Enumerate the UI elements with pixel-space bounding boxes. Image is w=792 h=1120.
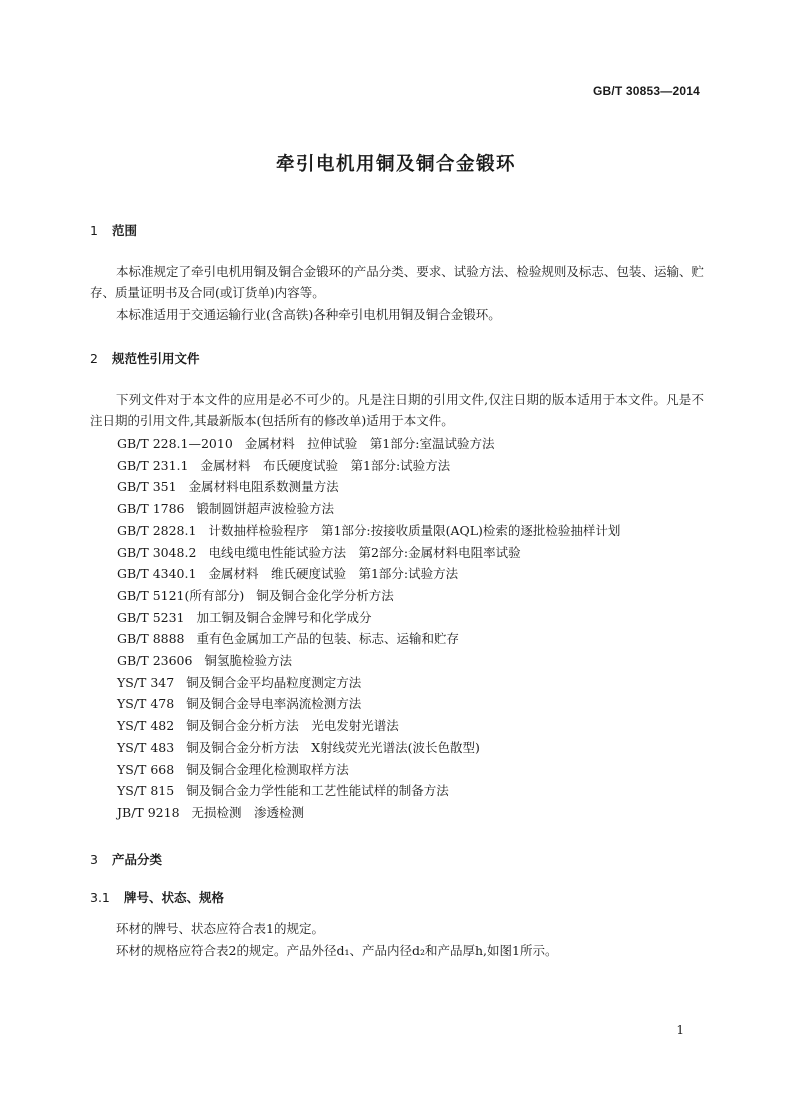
reference-code: GB/T 5231 <box>117 609 185 625</box>
section-1-heading <box>90 221 137 239</box>
reference-title: 铜及铜合金分析方法 X射线荧光光谱法(波长色散型) <box>186 739 480 755</box>
reference-title: 电线电缆电性能试验方法 第2部分:金属材料电阻率试验 <box>208 544 521 560</box>
reference-item <box>117 780 620 802</box>
subsection-3-1-heading <box>90 888 224 906</box>
reference-code: YS/T 478 <box>117 696 175 712</box>
reference-item <box>117 607 620 629</box>
reference-title: 金属材料 维氏硬度试验 第1部分:试验方法 <box>208 566 459 582</box>
reference-title: 铜及铜合金化学分析方法 <box>256 587 394 603</box>
reference-title: 金属材料 布氏硬度试验 第1部分:试验方法 <box>200 457 451 473</box>
reference-code: JB/T 9218 <box>117 804 180 820</box>
reference-title: 金属材料 拉伸试验 第1部分:室温试验方法 <box>244 436 495 451</box>
section-number: 1 <box>90 223 98 238</box>
reference-title: 铜及铜合金分析方法 光电发射光谱法 <box>186 718 399 734</box>
reference-code: GB/T 1786 <box>117 501 185 517</box>
reference-code: YS/T 483 <box>117 739 175 755</box>
reference-code: GB/T 23606 <box>117 653 193 669</box>
section-title: 产品分类 <box>112 852 163 867</box>
section-number: 3 <box>90 852 98 867</box>
reference-item <box>117 498 620 520</box>
reference-item <box>117 563 620 585</box>
section-2-heading <box>90 349 200 367</box>
section-3-heading <box>90 850 162 868</box>
standard-code: GB/T 30853—2014 <box>592 84 700 98</box>
reference-item <box>117 802 620 824</box>
reference-item <box>117 433 620 455</box>
reference-code: GB/T 3048.2 <box>117 544 197 560</box>
classification-paragraph-2: 环材的规格应符合表2的规定。产品外径d₁、产品内径d₂和产品厚h,如图1所示。 <box>116 943 558 958</box>
subsection-title: 牌号、状态、规格 <box>124 890 225 905</box>
reference-item <box>117 759 620 781</box>
reference-item <box>117 693 620 715</box>
reference-title: 铜及铜合金理化检测取样方法 <box>186 761 349 777</box>
subsection-number: 3.1 <box>90 890 110 905</box>
reference-item <box>117 672 620 694</box>
reference-code: GB/T 8888 <box>117 631 185 647</box>
reference-title: 无损检测 渗透检测 <box>191 804 305 820</box>
reference-code: YS/T 815 <box>117 783 175 799</box>
reference-title: 加工铜及铜合金牌号和化学成分 <box>196 609 372 625</box>
reference-code: GB/T 351 <box>117 479 177 495</box>
reference-title: 铜氢脆检验方法 <box>204 653 292 669</box>
reference-title: 重有色金属加工产品的包装、标志、运输和贮存 <box>196 631 460 647</box>
reference-title: 金属材料电阻系数测量方法 <box>188 479 339 495</box>
reference-title: 铜及铜合金力学性能和工艺性能试样的制备方法 <box>186 783 449 799</box>
reference-item <box>117 715 620 737</box>
section-title: 规范性引用文件 <box>112 351 200 366</box>
reference-code: YS/T 347 <box>117 674 175 690</box>
section-title: 范围 <box>112 223 138 238</box>
reference-code: GB/T 4340.1 <box>117 566 197 582</box>
reference-code: YS/T 482 <box>117 718 175 734</box>
reference-title: 锻制圆饼超声波检验方法 <box>196 501 335 517</box>
reference-item <box>117 476 620 498</box>
reference-item <box>117 585 620 607</box>
reference-title: 铜及铜合金平均晶粒度测定方法 <box>186 674 362 690</box>
reference-code: GB/T 5121(所有部分) <box>117 587 245 603</box>
reference-list <box>117 433 620 824</box>
page-number: 1 <box>676 1023 684 1037</box>
scope-paragraph-2: 本标准适用于交通运输行业(含高铁)各种牵引电机用铜及铜合金锻环。 <box>116 307 501 322</box>
refs-intro-paragraph: 下列文件对于本文件的应用是必不可少的。凡是注日期的引用文件,仅注日期的版本适用于本文件。凡是不注日期的引用文件,其最新版本(包括所有的修改单)适用于本文件。 <box>90 392 704 428</box>
reference-item <box>117 455 620 477</box>
scope-paragraph-1: 本标准规定了牵引电机用铜及铜合金锻环的产品分类、要求、试验方法、检验规则及标志、包装、运输、贮存、质量证明书及合同(或订货单)内容等。 <box>90 264 704 300</box>
reference-code: GB/T 231.1 <box>117 457 189 473</box>
reference-code: GB/T 228.1—2010 <box>117 436 233 451</box>
reference-item <box>117 650 620 672</box>
reference-item <box>117 628 620 650</box>
classification-paragraph-1: 环材的牌号、状态应符合表1的规定。 <box>116 921 324 936</box>
reference-title: 铜及铜合金导电率涡流检测方法 <box>186 696 362 712</box>
reference-item <box>117 542 620 564</box>
reference-code: GB/T 2828.1 <box>117 522 197 538</box>
reference-item <box>117 737 620 759</box>
reference-code: YS/T 668 <box>117 761 175 777</box>
section-number: 2 <box>90 351 98 366</box>
reference-title: 计数抽样检验程序 第1部分:按接收质量限(AQL)检索的逐批检验抽样计划 <box>208 522 621 538</box>
document-title: 牵引电机用铜及铜合金锻环 <box>275 154 516 175</box>
reference-item <box>117 520 620 542</box>
